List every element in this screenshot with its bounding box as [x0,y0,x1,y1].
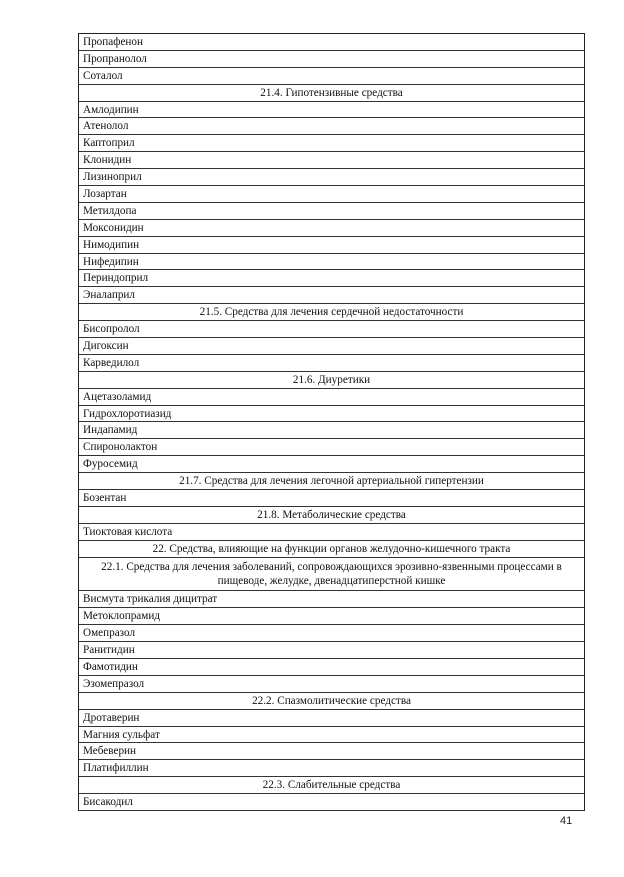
drug-list-table [78,33,585,811]
section-header: 22.2. Спазмолитические средства [79,693,584,710]
section-header: 21.7. Средства для лечения легочной артериальной гипертензии [79,473,584,490]
section-header: 22.3. Слабительные средства [79,777,584,794]
drug-row: Фуросемид [79,456,584,473]
drug-row: Платифиллин [79,760,584,777]
drug-row: Лозартан [79,186,584,203]
drug-row: Бисопролол [79,321,584,338]
drug-row: Карведилол [79,355,584,372]
section-header: 21.5. Средства для лечения сердечной недостаточности [79,304,584,321]
drug-row: Ранитидин [79,642,584,659]
section-header: 22. Средства, влияющие на функции органов желудочно-кишечного тракта [79,541,584,558]
drug-row: Эналаприл [79,287,584,304]
drug-row: Эзомепразол [79,676,584,693]
drug-row: Дротаверин [79,710,584,727]
drug-row: Спиронолактон [79,439,584,456]
drug-row: Нифедипин [79,254,584,271]
drug-row: Гидрохлоротиазид [79,406,584,423]
drug-row: Амлодипин [79,102,584,119]
drug-row: Метилдопа [79,203,584,220]
drug-row: Периндоприл [79,270,584,287]
section-header: 21.8. Метаболические средства [79,507,584,524]
section-header: 21.4. Гипотензивные средства [79,85,584,102]
drug-row: Клонидин [79,152,584,169]
drug-row: Мебеверин [79,743,584,760]
drug-row: Бисакодил [79,794,584,811]
drug-row: Пропранолол [79,51,584,68]
drug-row: Индапамид [79,422,584,439]
drug-row: Каптоприл [79,135,584,152]
drug-row: Атенолол [79,118,584,135]
section-header: 22.1. Средства для лечения заболеваний, сопровождающихся эрозивно-язвенными процессами в пищеводе, желудке, двенадцатиперстной кишке [79,558,584,592]
drug-row: Бозентан [79,490,584,507]
drug-row: Соталол [79,68,584,85]
drug-row: Висмута трикалия дицитрат [79,591,584,608]
page-number: 41 [560,815,573,827]
drug-row: Дигоксин [79,338,584,355]
drug-row: Тиоктовая кислота [79,524,584,541]
drug-row: Пропафенон [79,34,584,51]
drug-row: Магния сульфат [79,727,584,744]
drug-row: Ацетазоламид [79,389,584,406]
section-header: 21.6. Диуретики [79,372,584,389]
drug-row: Нимодипин [79,237,584,254]
drug-row: Моксонидин [79,220,584,237]
drug-row: Метоклопрамид [79,608,584,625]
drug-row: Омепразол [79,625,584,642]
drug-row: Лизиноприл [79,169,584,186]
drug-row: Фамотидин [79,659,584,676]
